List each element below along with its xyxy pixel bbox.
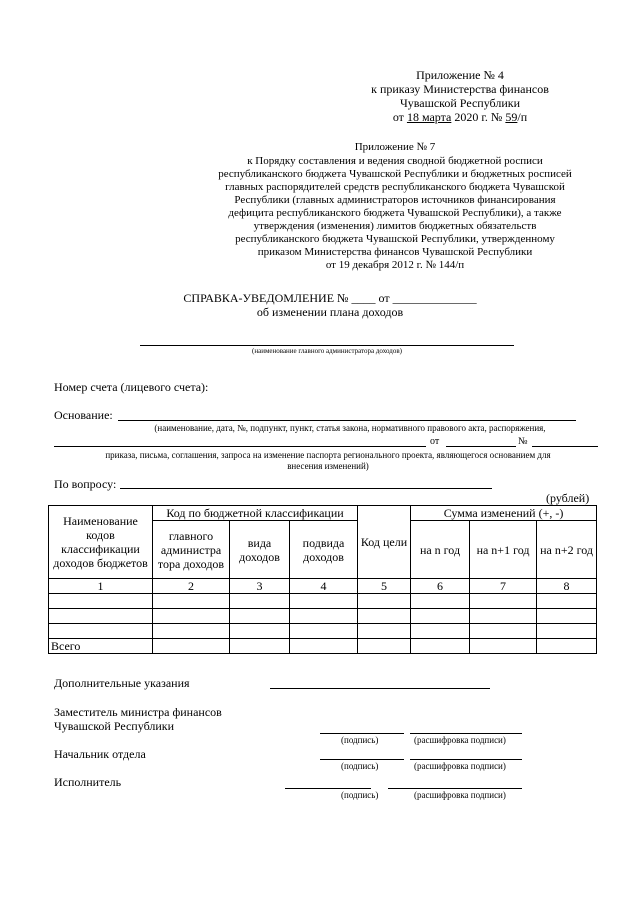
table-cell[interactable] xyxy=(290,609,358,624)
table-cell[interactable] xyxy=(153,594,230,609)
total-row xyxy=(49,639,597,654)
signature-decode-line xyxy=(388,788,522,789)
total-label: Всего xyxy=(49,639,153,654)
table-cell[interactable] xyxy=(411,594,470,609)
table-cell[interactable] xyxy=(358,624,411,639)
table-cell[interactable] xyxy=(49,624,153,639)
appendix-7-line: главных распорядителей средств республиканского бюджета Чувашской xyxy=(225,181,565,193)
table-cell[interactable] xyxy=(411,624,470,639)
appendix-7-line: утверждения (изменения) лимитов бюджетных обязательств xyxy=(253,220,537,232)
order-number: 59 xyxy=(505,110,518,124)
basis-no-label: № xyxy=(518,436,528,447)
table-cell[interactable] xyxy=(358,639,411,654)
signature-decode-line xyxy=(410,733,522,734)
col-header-sum: Сумма изменений (+, -) xyxy=(411,506,597,521)
table-cell[interactable] xyxy=(290,624,358,639)
table-cell[interactable] xyxy=(230,609,290,624)
executor-label: Исполнитель xyxy=(54,775,122,789)
table-cell[interactable] xyxy=(230,594,290,609)
col-header-year-n: на n год xyxy=(411,521,470,579)
basis-caption-1: (наименование, дата, №, подпункт, пункт, статья закона, нормативного правового акта, распоряжения, xyxy=(154,423,546,433)
account-label: Номер счета (лицевого счета): xyxy=(54,380,209,394)
appendix-7-line: дефицита республиканского бюджета Чувашской Республики), а также xyxy=(228,207,562,219)
signature-decode-caption: (расшифровка подписи) xyxy=(414,761,506,771)
appendix-7-line: республиканского бюджета Чувашской Республики, утвержденному xyxy=(235,233,555,245)
basis-caption-2 xyxy=(54,450,602,472)
table-cell[interactable] xyxy=(411,639,470,654)
basis-caption-2-line: приказа, письма, соглашения, запроса на изменение паспорта регионального проекта, являющегося основанием для xyxy=(105,450,551,460)
table-cell[interactable] xyxy=(153,609,230,624)
table-row xyxy=(49,624,597,639)
signature-line xyxy=(320,759,404,760)
col-header-year-n2: на n+2 год xyxy=(537,521,597,579)
table-cell[interactable] xyxy=(230,639,290,654)
date-day-month: 18 марта xyxy=(406,110,452,124)
extra-instructions-label: Дополнительные указания xyxy=(54,676,190,690)
basis-line-2 xyxy=(54,446,426,447)
table-cell[interactable] xyxy=(49,594,153,609)
signature-caption: (подпись) xyxy=(341,735,379,745)
table-cell[interactable] xyxy=(358,609,411,624)
basis-number-line xyxy=(532,446,598,447)
table-cell[interactable] xyxy=(230,624,290,639)
table-row xyxy=(49,594,597,609)
table-cell[interactable] xyxy=(537,594,597,609)
signature-caption: (подпись) xyxy=(341,790,379,800)
col-header-goal-code: Код цели xyxy=(358,506,411,579)
table-cell[interactable] xyxy=(153,639,230,654)
extra-instructions-line xyxy=(270,688,490,689)
document-title-line1: СПРАВКА-УВЕДОМЛЕНИЕ № ____ от ______________ xyxy=(183,291,477,305)
question-line xyxy=(120,488,492,489)
table-cell[interactable] xyxy=(537,609,597,624)
table-row xyxy=(49,609,597,624)
signature-caption: (подпись) xyxy=(341,761,379,771)
unit-label: (рублей) xyxy=(546,491,590,505)
column-number: 8 xyxy=(537,579,597,594)
deputy-minister-line2: Чувашской Республики xyxy=(54,719,175,733)
document-title xyxy=(100,291,560,319)
basis-label: Основание: xyxy=(54,408,113,422)
deputy-minister-label xyxy=(54,705,222,733)
column-number: 5 xyxy=(358,579,411,594)
date-prefix: от xyxy=(392,110,407,124)
basis-from-label: от xyxy=(430,436,440,447)
basis-caption-3-line: внесения изменений) xyxy=(287,461,369,471)
signature-decode-line xyxy=(410,759,522,760)
order-suffix: /п xyxy=(517,110,528,124)
col-header-admin: главного администра тора доходов xyxy=(153,521,230,579)
table-cell[interactable] xyxy=(49,609,153,624)
document-title-line2: об изменении плана доходов xyxy=(256,305,404,319)
table-cell[interactable] xyxy=(411,609,470,624)
appendix-7-line: от 19 декабря 2012 г. № 144/п xyxy=(325,259,465,271)
col-header-subkind: подвида доходов xyxy=(290,521,358,579)
column-number: 4 xyxy=(290,579,358,594)
appendix-4-republic: Чувашской Республики xyxy=(399,96,521,110)
appendix-4-title: Приложение № 4 xyxy=(416,68,504,82)
table-cell[interactable] xyxy=(470,639,537,654)
column-number: 7 xyxy=(470,579,537,594)
admin-caption: (наименование главного администратора доходов) xyxy=(252,347,402,355)
signature-decode-caption: (расшифровка подписи) xyxy=(414,735,506,745)
signature-line xyxy=(320,733,404,734)
col-header-budget-code: Код по бюджетной классификации xyxy=(153,506,358,521)
col-header-year-n1: на n+1 год xyxy=(470,521,537,579)
table-cell[interactable] xyxy=(470,594,537,609)
column-number: 6 xyxy=(411,579,470,594)
table-cell[interactable] xyxy=(290,639,358,654)
appendix-7-line: приказом Министерства финансов Чувашской Республики xyxy=(257,246,533,258)
appendix-4-header xyxy=(340,68,580,124)
table-cell[interactable] xyxy=(358,594,411,609)
question-label: По вопросу: xyxy=(54,477,117,491)
col-header-name: Наименование кодов классификации доходов бюджетов xyxy=(49,506,153,579)
deputy-minister-line1: Заместитель министра финансов xyxy=(54,705,222,719)
table-cell[interactable] xyxy=(470,609,537,624)
signature-decode-caption: (расшифровка подписи) xyxy=(414,790,506,800)
income-changes-table xyxy=(48,505,597,654)
department-head-label: Начальник отдела xyxy=(54,747,146,761)
appendix-7-line: республиканского бюджета Чувашской Республики и бюджетных росписей xyxy=(218,168,572,180)
basis-date-line xyxy=(446,446,516,447)
column-number: 3 xyxy=(230,579,290,594)
appendix-7-header xyxy=(195,141,595,272)
appendix-7-line: к Порядку составления и ведения сводной бюджетной росписи xyxy=(247,155,543,167)
col-header-kind: вида доходов xyxy=(230,521,290,579)
table-cell[interactable] xyxy=(537,639,597,654)
column-numbers-row xyxy=(49,579,597,594)
basis-line xyxy=(118,420,576,421)
table-cell[interactable] xyxy=(470,624,537,639)
column-number: 2 xyxy=(153,579,230,594)
appendix-4-date xyxy=(340,110,580,124)
appendix-4-order: к приказу Министерства финансов xyxy=(371,82,549,96)
date-year: 2020 г. № xyxy=(451,110,506,124)
signature-line xyxy=(285,788,371,789)
appendix-7-title: Приложение № 7 xyxy=(354,141,436,153)
appendix-7-line: Республики (главных администраторов источников финансирования xyxy=(234,194,556,206)
column-number: 1 xyxy=(49,579,153,594)
table-cell[interactable] xyxy=(153,624,230,639)
table-cell[interactable] xyxy=(537,624,597,639)
admin-name-line xyxy=(140,345,514,346)
table-cell[interactable] xyxy=(290,594,358,609)
